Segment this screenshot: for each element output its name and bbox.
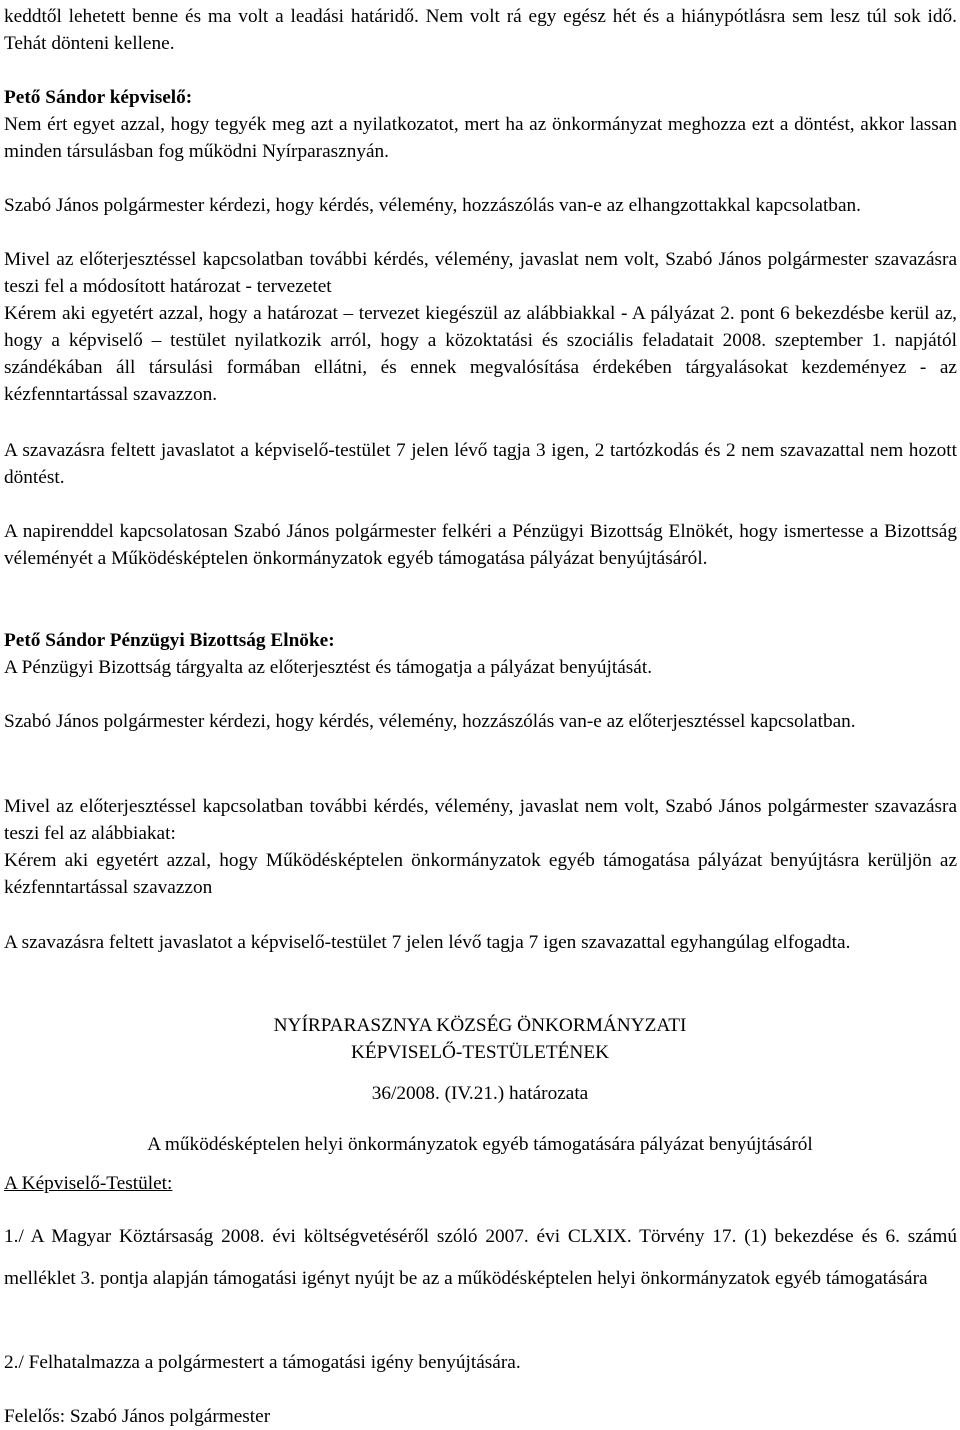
motion-request-1: Kérem aki egyetért azzal, hogy a határozat – tervezet kiegészül az alábbiakkal - A pályázat 2. pont 6 bekezdésbe kerül az, hogy a képviselő – testület nyilatkozik arról, hogy a közoktatási és szociális feladatait 2008. szeptember 1. napjától szándékában áll társulási formában ellátni, és ennek megvalósítása érdekében tárgyalásokat kezdeményez - az kézfenntartással szavazzon. (4, 303, 957, 405)
body-label: A Képviselő-Testület: (4, 1173, 173, 1194)
resolution-subject: A működésképtelen helyi önkormányzatok egyéb támogatására pályázat benyújtásáról (147, 1134, 813, 1155)
question-paragraph-1: Szabó János polgármester kérdezi, hogy kérdés, vélemény, hozzászólás van-e az elhangzottakkal kapcsolatban. (4, 195, 861, 216)
resolution-point-1: 1./ A Magyar Köztársaság 2008. évi költségvetéséről szóló 2007. évi CLXIX. Törvény 17. (1) bekezdése és 6. számú melléklet 3. pontja alapján támogatási igényt nyújt be az a működésképtelen helyi önkormányzatok egyéb támogatására (4, 1226, 957, 1289)
intro-paragraph: keddtől lehetett benne és ma volt a leadási határidő. Nem volt rá egy egész hét és a hiánypótlásra sem lesz túl sok idő. Tehát dönteni kellene. (4, 6, 957, 54)
resolution-point-2: 2./ Felhatalmazza a polgármestert a támogatási igény benyújtására. (4, 1352, 521, 1373)
resolution-title-line-2: KÉPVISELŐ-TESTÜLETÉNEK (350, 1042, 610, 1063)
body-label-row (4, 1170, 957, 1197)
motion-paragraph-1 (4, 246, 957, 408)
motion-request-2: Kérem aki egyetért azzal, hogy Működésképtelen önkormányzatok egyéb támogatása pályázat benyújtásra kerüljön az kézfenntartással szavazzon (4, 850, 957, 898)
vote-result-2: A szavazásra feltett javaslatot a képviselő-testület 7 jelen lévő tagja 7 igen szavazattal egyhangúlag elfogadta. (4, 932, 851, 953)
speaker-heading-1: Pető Sándor képviselő: (4, 87, 193, 108)
speaker-text-1: Nem ért egyet azzal, hogy tegyék meg azt a nyilatkozatot, mert ha az önkormányzat meghozza ezt a döntést, akkor lassan minden társulásban fog működni Nyírparasznyán. (4, 114, 957, 162)
motion-intro-1: Mivel az előterjesztéssel kapcsolatban további kérdés, vélemény, javaslat nem volt, Szabó János polgármester szavazásra teszi fel a módosított határozat - tervezetet (4, 249, 957, 297)
question-paragraph-2: Szabó János polgármester kérdezi, hogy kérdés, vélemény, hozzászólás van-e az előterjesztéssel kapcsolatban. (4, 711, 856, 732)
vote-result-1: A szavazásra feltett javaslatot a képviselő-testület 7 jelen lévő tagja 3 igen, 2 tartózkodás és 2 nem szavazattal nem hozott döntést. (4, 440, 957, 488)
speaker-heading-2: Pető Sándor Pénzügyi Bizottság Elnöke: (4, 630, 335, 651)
motion-paragraph-2 (4, 793, 957, 901)
responsible-line: Felelős: Szabó János polgármester (4, 1406, 271, 1427)
resolution-number: 36/2008. (IV.21.) határozata (371, 1083, 589, 1104)
motion-intro-2: Mivel az előterjesztéssel kapcsolatban további kérdés, vélemény, javaslat nem volt, Szabó János polgármester szavazásra teszi fel az alábbiakat: (4, 796, 957, 844)
speaker-paragraph-2 (4, 627, 957, 681)
speaker-text-2: A Pénzügyi Bizottság tárgyalta az előterjesztést és támogatja a pályázat benyújtását. (4, 657, 653, 678)
committee-request-paragraph: A napirenddel kapcsolatosan Szabó János polgármester felkéri a Pénzügyi Bizottság Elnökét, hogy ismertesse a Bizottság véleményét a Működésképtelen önkormányzatok egyéb támogatása pályázat benyújtásáról. (4, 521, 957, 569)
speaker-paragraph-1 (4, 84, 957, 165)
resolution-title-line-1: NYÍRPARASZNYA KÖZSÉG ÖNKORMÁNYZATI (273, 1015, 687, 1036)
resolution-title (0, 1012, 960, 1066)
